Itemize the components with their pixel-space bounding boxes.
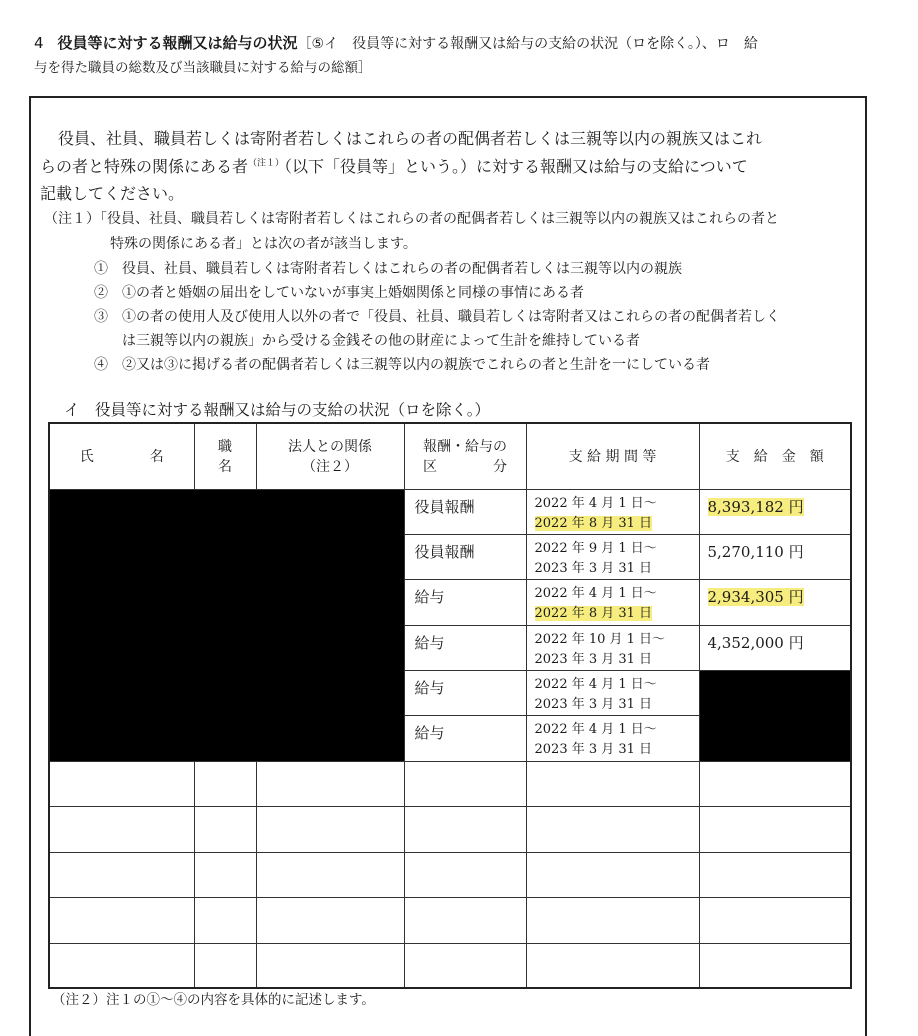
period-to-highlighted: 2022 年 8 月 31 日: [534, 515, 653, 531]
period-cell: [526, 534, 699, 579]
note1-item-1: ① 役員、社員、職員若しくは寄附者若しくはこれらの者の配偶者若しくは三親等以内の親族: [94, 261, 682, 277]
header-position: [194, 423, 256, 489]
period-to: 2023 年 3 月 31 日: [534, 741, 653, 757]
note1-item-4: ④ ②又は③に掲げる者の配偶者若しくは三親等以内の親族でこれらの者と生計を一にしている者: [94, 357, 710, 373]
period-cell: [526, 670, 699, 715]
amount-highlighted: 8,393,182 円: [707, 497, 804, 516]
header-relation: [256, 423, 404, 489]
intro-line-1: 役員、社員、職員若しくは寄附者若しくはこれらの者の配偶者若しくは三親等以内の親族又はこれ: [58, 129, 763, 148]
note1-line-2: 特殊の関係にある者」とは次の者が該当します。: [110, 236, 417, 252]
period-from: 2022 年 4 月 1 日～: [534, 676, 657, 692]
period-from: 2022 年 4 月 1 日～: [534, 495, 657, 511]
period-to: 2023 年 3 月 31 日: [534, 696, 653, 712]
header-period: 支 給 期 間 等: [526, 423, 699, 489]
intro-line-2a: らの者と特殊の関係にある者: [40, 157, 249, 176]
period-cell: [526, 715, 699, 761]
intro-line-3: 記載してください。: [40, 184, 185, 203]
header-position-1: 職: [218, 439, 232, 456]
redacted-block: [49, 489, 404, 761]
period-from: 2022 年 4 月 1 日～: [534, 585, 657, 601]
category-cell: 役員報酬: [404, 534, 526, 579]
note1-item-2: ② ①の者と婚姻の届出をしていないが事実上婚姻関係と同様の事情にある者: [94, 285, 584, 301]
amount-cell: 5,270,110 円: [699, 534, 851, 579]
header-relation-2: （注２）: [302, 459, 358, 476]
note1-line-1: （注１）「役員、社員、職員若しくは寄附者若しくはこれらの者の配偶者若しくは三親等以内の親族又はこれらの者と: [44, 211, 779, 227]
header-category-2: 区 分: [423, 459, 507, 476]
intro-line-2b: （以下「役員等」という。）に対する報酬又は給与の支給について: [284, 157, 748, 176]
header-category-1: 報酬・給与の: [423, 439, 507, 456]
period-cell: [526, 625, 699, 670]
empty-row: [49, 897, 851, 943]
section-subtitle-line1: ［⑤イ 役員等に対する報酬又は給与の支給の状況（ロを除く。）、ロ 給: [297, 36, 758, 52]
header-category: [404, 423, 526, 489]
header-amount: 支 給 金 額: [699, 423, 851, 489]
header-relation-1: 法人との関係: [288, 439, 372, 456]
empty-row: [49, 761, 851, 806]
period-to: 2023 年 3 月 31 日: [534, 560, 653, 576]
category-cell: 給与: [404, 715, 526, 761]
compensation-table: [48, 422, 852, 989]
empty-row: [49, 943, 851, 988]
period-to: 2023 年 3 月 31 日: [534, 651, 653, 667]
section-title: 役員等に対する報酬又は給与の状況: [57, 34, 298, 52]
redacted-amount: [699, 670, 851, 761]
period-cell: [526, 579, 699, 625]
section-subtitle-line2: 与を得た職員の総数及び当該職員に対する給与の総額］: [34, 60, 372, 76]
amount-cell: [699, 489, 851, 534]
table-header-row: [49, 423, 851, 489]
note1-item-3-cont: は三親等以内の親族」から受ける金銭その他の財産によって生計を維持している者: [122, 333, 640, 349]
period-from: 2022 年 10 月 1 日～: [534, 631, 666, 647]
amount-cell: 4,352,000 円: [699, 625, 851, 670]
amount-highlighted: 2,934,305 円: [707, 587, 804, 606]
header-position-2: 名: [218, 459, 232, 476]
table-row: [49, 489, 851, 534]
header-name: 氏 名: [49, 423, 194, 489]
section-number: 4: [34, 34, 44, 52]
period-to-highlighted: 2022 年 8 月 31 日: [534, 605, 653, 621]
category-cell: 給与: [404, 670, 526, 715]
empty-row: [49, 852, 851, 897]
amount-cell: [699, 579, 851, 625]
period-from: 2022 年 9 月 1 日～: [534, 540, 657, 556]
note1-item-3: ③ ①の者の使用人及び使用人以外の者で「役員、社員、職員若しくは寄附者又はこれらの者の配偶者若しく: [94, 309, 780, 325]
period-from: 2022 年 4 月 1 日～: [534, 721, 657, 737]
category-cell: 給与: [404, 625, 526, 670]
note2: （注２）注１の①～④の内容を具体的に記述します。: [52, 992, 375, 1008]
category-cell: 給与: [404, 579, 526, 625]
period-cell: [526, 489, 699, 534]
subsection-title: イ 役員等に対する報酬又は給与の支給の状況（ロを除く。）: [64, 401, 490, 419]
intro-line-2: [40, 154, 860, 177]
category-cell: 役員報酬: [404, 489, 526, 534]
intro-note-ref: （注１）: [248, 158, 285, 169]
section-heading: [34, 32, 758, 53]
empty-row: [49, 806, 851, 852]
